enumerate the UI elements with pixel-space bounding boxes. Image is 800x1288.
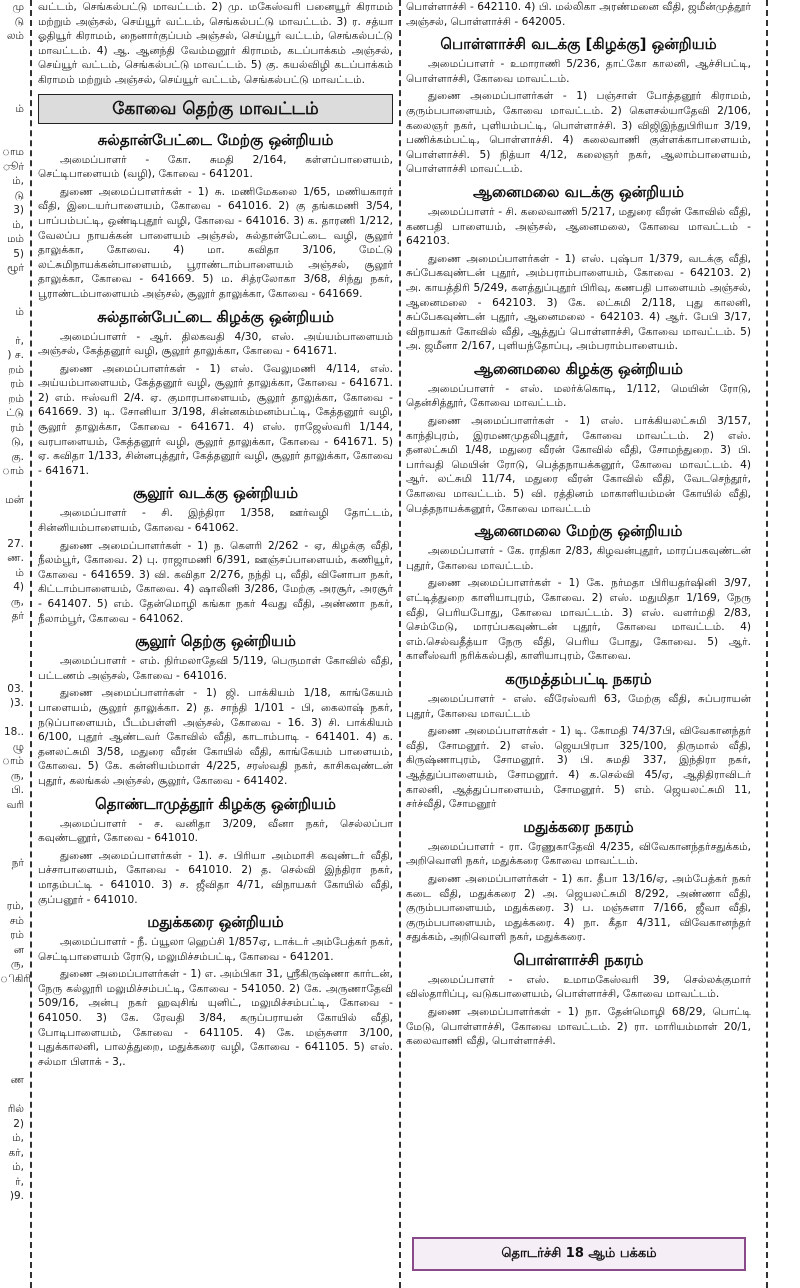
organizer-text: அமைப்பாளர் - கே. ராதிகா 2/83, கிழவன்புதூர், மாரப்பகவுண்டன் புதூர், கோவை மாவட்டம். — [406, 545, 751, 572]
section-anaimalai-west — [406, 521, 751, 664]
organizer-text: அமைப்பாளர் - எஸ். உமாமகேஸ்வரி 39, செல்லக்குமார் விஸ்தாரிப்பு, வடுகபாளையம், பொள்ளாச்சி, கோவை மாவட்டம். — [406, 973, 751, 1001]
section-anaimalai-north — [406, 182, 751, 354]
fragment-line: ம், — [12, 1132, 24, 1144]
fragment-line: ரு, — [10, 958, 24, 970]
fragment-line: றம் — [8, 392, 24, 405]
fragment-line: டு, — [11, 436, 24, 448]
organizer-text: அமைப்பாளர் - நீ. ப்யூலா ஹெப்சி 1/857ஏ, டாக்டர் அம்பேத்கர் நகர், செட்டிபாளையம் ரோடு, மலுமிச்சம்பட்டி, கோவை - 641201. — [38, 936, 393, 963]
district-heading: கோவை தெற்கு மாவட்டம் — [38, 94, 393, 124]
fragment-line: வரி — [6, 798, 24, 811]
section-title: கருமத்தம்பட்டி நகரம் — [505, 669, 652, 688]
deputies-text: துணை அமைப்பாளர்கள் - 1) ந. கௌரி 2/262 - ஏ, கிழக்கு வீதி, நீலம்பூர், கோவை. 2) பு. ராஜாமணி 6/391, ஊஞ்சப்பாளையம், கணியூர், கோவை - 641659. 3) வி. கவிதா 2/276, நந்தி பு, வீதி, வினோபா நகர், கிட்டாம்பாளையம், கோவை. 4) ஷாலினி 3/286, மேற்கு அரசூர், அரசூர் - 641407. 5) எம். தேன்மொழி கங்கா நகர் 4வது வீதி, அண்ணா நகர், நீலாம்பூர், கோவை - 641062. — [38, 539, 393, 625]
fragment-line — [0, 1001, 26, 1016]
column-divider-right — [766, 0, 768, 1288]
organizer-text: அமைப்பாளர் - உமாராணி 5/236, தாட்கோ காலனி, ஆச்சிபட்டி, பொள்ளாச்சி, கோவை மாவட்டம். — [406, 58, 751, 85]
column-divider-middle — [399, 0, 401, 1288]
fragment-line: ரம், — [6, 900, 24, 912]
deputies-text: துணை அமைப்பாளர்கள் - 1) பஞ்சாள் போத்தனூர் கிராமம், குரும்பபாளையம், கோவை மாவட்டம். 2) கௌசல்யாதேவி 2/106, கலைஞர் நகர், புளியம்பட்டி, பொள்ளாச்சி. 3) விஜிஇந்துபிரியா 3/19, பணிக்கம்பட்டி, பொள்ளாச்சி. 4) கலைவாணி குள்ளக்காபாளையம், பொள்ளாச்சி. 5) நித்யா 4/12, கலைஞர் நகர், ஆலாம்பாளையம், பொள்ளாச்சி மாவட்டம். — [406, 90, 751, 176]
section-title: மதுக்கரை நகரம் — [523, 817, 634, 836]
fragment-line: ரம் — [10, 421, 24, 434]
section-madukkarai-town — [406, 817, 751, 945]
column-one-intro: வட்டம், செங்கல்பட்டு மாவட்டம். 2) மு. மகேஸ்வரி பனையூர் கிராமம் மற்றும் அஞ்சல், செய்யூர் வட்டம், செங்கல்பட்டு மாவட்டம். 3) ர. சத்யா ஓதியூர் கிராமம், நைனார்குப்பம் அஞ்சல், செய்யூர் வட்டம், செங்கல்பட்டு மாவட்டம். 4) ஆ. ஆனந்தி வேம்மனூர் கிராமம், கடப்பாக்கம் அஞ்சல், செய்யூர் வட்டம், செங்கல்பட்டு மாவட்டம். 5) கு. கயல்விழி கடப்பாக்கம் கிராமம் மற்றும் அஞ்சல், செய்யூர் வட்டம், செங்கல்பட்டு மாவட்டம். — [38, 1, 393, 86]
organizer-text: அமைப்பாளர் - ரா. ரேணுகாதேவி 4/235, விவேகானந்தர்சதுக்கம், அறிவொளி நகர், மதுக்கரை கோவை மாவட்டம். — [406, 840, 751, 868]
fragment-line — [0, 885, 26, 900]
fragment-line: 03. — [7, 682, 24, 695]
fragment-line: 4) — [13, 581, 24, 593]
fragment-line: ம் — [15, 566, 24, 579]
fragment-line: மன் — [5, 494, 24, 506]
fragment-line: 18.. — [3, 726, 24, 738]
fragment-line — [0, 711, 26, 726]
fragment-line — [0, 870, 26, 885]
fragment-line: ம் — [15, 102, 24, 115]
fragment-line — [0, 638, 26, 653]
fragment-line: ாம — [2, 146, 24, 158]
organizer-text: அமைப்பாளர் - கோ. சுமதி 2/164, கள்ளப்பாளையம், செட்டிபாளையம் (வழி), கோவை - 641201. — [38, 153, 393, 181]
deputies-text: துணை அமைப்பாளர்கள் - 1) நா. தேன்மொழி 68/29, பொட்டி மேடு, பொள்ளாச்சி, கோவை மாவட்டம். 2) ரா. மாரியம்மாள் 20/1, கலைவாணி வீதி, பொள்ளாச்சி. — [406, 1006, 751, 1048]
fragment-line — [0, 1015, 26, 1030]
fragment-line: ர், — [15, 334, 24, 347]
deputies-text: துணை அமைப்பாளர்கள் - 1) கா. தீபா 13/16/ஏ, அம்பேத்கர் நகர் கடை வீதி, மதுக்கரை 2) அ. ஜெயலட்சுமி 8/292, அண்ணா வீதி, குரும்பபாளையம், மதுக்கரை. 3) ப. மஞ்சுளா 7/166, ஜீவா வீதி, குரும்பபாளையம், மதுக்கரை. 4) நா. கீதா 4/311, விவேகானந்தர் சதுக்கம், அறிவொளி நகர், மதுக்கரை. — [406, 872, 751, 944]
fragment-line: ண — [10, 1074, 24, 1086]
section-anaimalai-east — [406, 359, 751, 516]
column-two — [406, 0, 751, 1228]
fragment-line — [0, 827, 26, 842]
fragment-line — [0, 87, 26, 102]
fragment-line: மம் — [7, 233, 24, 245]
section-karumathampatti-town — [406, 669, 751, 812]
column-two-intro: பொள்ளாச்சி - 642110. 4) பி. மல்லிகா அரண்மனை வீதி, ஜமீன்முத்தூர் அஞ்சல், பொள்ளாச்சி - 642005. — [406, 1, 751, 28]
fragment-line: டு — [14, 189, 24, 202]
fragment-line: ர், — [15, 1175, 24, 1188]
section-title: சூலூர் தெற்கு ஒன்றியம் — [135, 632, 296, 651]
deputies-text: துணை அமைப்பாளர்கள் - 1) எஸ். புஷ்பா 1/379, வடக்கு வீதி, சுப்பேகவுண்டன் புதூர், அம்பராம்பாளையம், கோவை - 642103. 2) அ. காயத்திரி 5/249, களத்துப்புதூர் பிரிவு, கணபதி பாளையம் அஞ்சல், ஆனைமலை - 642103. 3) கே. லட்சுமி 2/118, புது காலனி, சுப்பேகவுண்டன் புதூர், ஆனைமலை - 642103. 4) ஆர். பேபி 3/17, விநாயகர் கோவில் வீதி, ஆத்துப் பொள்ளாச்சி, கோவை மாவட்டம். 5) அ. ஜமீனா 2/167, புளியந்தோப்பு, அம்பராம்பாளையம். — [406, 252, 751, 353]
fragment-line: ன — [13, 943, 24, 956]
organizer-text: அமைப்பாளர் - சி. கலைவாணி 5/217, மதுரை வீரன் கோவில் வீதி, கணபதி பாளையம், அஞ்சல், ஆனைமலை, கோவை மாவட்டம் - 642103. — [406, 205, 751, 248]
fragment-line — [0, 667, 26, 682]
section-title: பொள்ளாச்சி நகரம் — [513, 950, 644, 969]
section-title: பொள்ளாச்சி வடக்கு [கிழக்கு] ஒன்றியம் — [440, 35, 717, 54]
deputies-text: துணை அமைப்பாளர்கள் - 1) கே. நர்மதா பிரியதர்ஷினி 3/97, எட்டித்துறை காளியாபுரம், கோவை. 2) எஸ். மதுமிதா 1/169, நேரு வீதி, பெரியபோது, கோவை மாவட்டம். 3) எஸ். வளர்மதி 2/83, செம்மேடு, மாரப்பகவுண்டன் புதூர், கோவை மாவட்டம். 4) எம்.செல்வதீத்யா நேரு வீதி, பெரிய போது, கோவை. 5) ஆர். காளீஸ்வரி நரிக்கல்பதி, காளியாபுரம், கோவை. — [406, 577, 751, 663]
fragment-line: ம், — [12, 175, 24, 187]
section-sulthanpettai-east — [38, 307, 393, 479]
fragment-line: 3) — [13, 204, 24, 216]
fragment-line: ண. — [7, 552, 24, 564]
section-title: சூலூர் வடக்கு ஒன்றியம் — [132, 484, 299, 503]
deputies-text: துணை அமைப்பாளர்கள் - 1) சு. மணிமேகலை 1/65, மணியகாரர் வீதி, இடையர்பாளையம், கோவை - 641016. 2) கு தங்கமணி 3/54, பாப்பம்பட்டி, ஒண்டிபுதூர் வழி, கோவை - 641016. 3) க. தாரணி 1/212, வேலப்ப நாயக்கன் பாளையம் அஞ்சல், சுல்தான்பேட்டை வழி, சூலூர் தாலுக்கா, கோவை. 4) மா. கவிதா 3/106, மேட்டு லட்சுமிநாயக்கன்பாளையம், பூராண்டாம்பாளையம் அஞ்சல், சூலூர் தாலுக்கா, கோவை - 641669. 5) ம. சித்ரலோகா 3/68, சிந்து நகர், பூராண்டம்பாளையம் அஞ்சல், சூலூர் தாலுக்கா, கோவை - 641669. — [38, 185, 393, 300]
fragment-line: ாம் — [2, 755, 24, 767]
section-title: ஆனைமலை மேற்கு ஒன்றியம் — [474, 522, 683, 541]
fragment-line: பி. — [11, 784, 24, 796]
fragment-line: 5) — [13, 247, 24, 260]
section-pollachi-north-east — [406, 34, 751, 177]
section-sulthanpettai-west — [38, 130, 393, 302]
fragment-line: ழு — [12, 740, 24, 753]
organizer-text: அமைப்பாளர் - ஆர். திலகவதி 4/30, எஸ். அய்யம்பாளையம் அஞ்சல், கேத்தனூர் வழி, சூலூர் தாலுக்கா, கோவை - 641671. — [38, 330, 393, 358]
fragment-line — [0, 653, 26, 668]
column-one — [38, 0, 393, 1288]
fragment-line: சம் — [9, 914, 24, 927]
section-title: ஆனைமலை வடக்கு ஒன்றியம் — [473, 182, 684, 201]
fragment-line: ாம் — [2, 465, 24, 477]
fragment-line — [0, 58, 26, 73]
fragment-line: )3. — [9, 697, 24, 709]
fragment-line — [0, 131, 26, 146]
column-divider-left — [30, 0, 32, 1288]
section-sulur-south — [38, 631, 393, 788]
fragment-line — [0, 841, 26, 856]
fragment-line: ழூர் — [7, 262, 24, 274]
organizer-text: அமைப்பாளர் - எம். நிர்மலாதேவி 5/119, பெருமாள் கோவில் வீதி, பட்டணம் அஞ்சல், கோவை - 641016. — [38, 655, 393, 682]
deputies-text: துணை அமைப்பாளர்கள் - 1) டி. கோமதி 74/37பி, விவேகானந்தர் வீதி, சோமனூர். 2) எஸ். ஜெயபிரபா 325/100, திருமால் வீதி, கிருஷ்ணாபுரம், சோமனூர். 3) பி. சுமதி 337, இந்திரா நகர், ஆத்துப்பாளையம், சோமனூர். 4) க.செல்வி 45/ஏ, ஆதிதிராவிடர் காலனி, ஆத்துப்பாளையம், சோமனூர். 5) எம். ஜெயலட்சுமி 11, சர்ச்வீதி, சோமனூர் — [406, 725, 751, 811]
fragment-line: நர் — [11, 856, 24, 869]
section-title: மதுக்கரை ஒன்றியம் — [147, 913, 284, 932]
fragment-line: ரில் — [7, 1103, 24, 1115]
fragment-line: 2) — [13, 1117, 24, 1130]
fragment-line — [0, 44, 26, 59]
fragment-line — [0, 116, 26, 131]
section-sulur-north — [38, 483, 393, 626]
fragment-line — [0, 1030, 26, 1045]
fragment-line — [0, 479, 26, 494]
continued-on-page-box: தொடர்ச்சி 18 ஆம் பக்கம் — [412, 1237, 746, 1271]
fragment-line: ரு, — [10, 769, 24, 782]
fragment-line: ) ச. — [7, 349, 24, 361]
section-title: சுல்தான்பேட்டை மேற்கு ஒன்றியம் — [97, 130, 334, 149]
fragment-line — [0, 508, 26, 523]
organizer-text: அமைப்பாளர் - எஸ். மலர்க்கொடி, 1/112, மெயின் ரோடு, தென்சித்தூர், கோவை மாவட்டம். — [406, 382, 751, 410]
section-title: ஆனைமலை கிழக்கு ஒன்றியம் — [473, 359, 684, 378]
fragment-line: டு — [14, 15, 24, 28]
fragment-line — [0, 812, 26, 827]
fragment-line — [0, 624, 26, 639]
deputies-text: துணை அமைப்பாளர்கள் - 1) எ. அம்பிகா 31, ஸ்ரீகிருஷ்ணா கார்டன், நேரு கல்லூரி மலுமிச்சம்பட்டி, கோவை - 541050. 2) கே. அருணாதேவி 509/16, அன்பு நகர் ஹவுசிங் யுனிட், மலுமிச்சம்பட்டி, கோவை - 641050. 3) கே. ரேவதி 3/84, கருப்பராயன் கோயில் வீதி, போடிபாளையம், கோவை - 641105. 4) கே. மஞ்சுளா 3/100, புதுக்காலனி, பாலத்துறை, மதுக்கரை வழி, கோவை - 641105. 5) எஸ். சல்மா பிளாக் - 3,. — [38, 968, 393, 1068]
fragment-line: மு — [12, 1, 24, 13]
fragment-line: ிகிரி — [0, 972, 31, 985]
organizer-text: அமைப்பாளர் - சி. இந்திரா 1/358, ஊர்வழி தோட்டம், சின்னியம்பாளையம், கோவை - 641062. — [38, 507, 393, 535]
fragment-line — [0, 276, 26, 291]
deputies-text: துணை அமைப்பாளர்கள் - 1) எஸ். வேலுமணி 4/114, எஸ். அய்யம்பாளையம், கேத்தனூர் வழி, சூலூர் தாலுக்கா, கோவை - 641671. 2) எம். ஈஸ்வரி 2/4. ஏ. குமாரபாளையம், சூலூர் தாலுக்கா, கோவை - 641669. 3) டி. சோனியா 3/198, சின்னகம்மனம்பட்டி, கேத்தனூர் வழி, சூலூர் தாலுக்கா, கோவை - 641671. 4) எஸ். ராஜேஸ்வரி 1/144, வரபாளையம், கேத்தனூர் வழி, சூலூர் தாலுக்கா, கோவை - 641671. 5) ஏ. கவிதா 1/133, சின்னபுத்தூர், கேத்தனூர் வழி, சூலூர் தாலுக்கா, கோவை - 641671. — [38, 362, 393, 477]
fragment-line — [0, 522, 26, 537]
deputies-text: துணை அமைப்பாளர்கள் - 1). ச. பிரியா அம்மாசி கவுண்டர் வீதி, பச்சாபாளையம், கோவை - 641010. 2) த. செல்வி இந்திரா நகர், மாதம்பட்டி - 641010. 3) ச. ஜீவிதா 4/71, விநாயகர் கோயில் வீதி, குப்பனூர் - 641010. — [38, 849, 393, 906]
fragment-line — [0, 73, 26, 88]
fragment-line — [0, 319, 26, 334]
fragment-line: கு. — [11, 450, 24, 463]
deputies-text: துணை அமைப்பாளர்கள் - 1) எஸ். பாக்கியலட்சுமி 3/157, காந்திபுரம், இரமணமுதலிபுதூர், கோவை மாவட்டம். 2) எஸ். தனலட்சுமி 1/48, மதுரை வீரன் கோவில் வீதி, சோமந்துறை. 3) பி. பார்வதி மெயின் ரோடு, பெத்தநாயக்கனூர், கோவை மாவட்டம். 4) ஆர். லட்சுமி 11/74, மதுரை வீரன் கோவில் வீதி, வேடசெந்தூர், கோவை மாவட்டம். 5) வி. ரத்தினம் மாகாளியம்மன் கோயில் வீதி, பெத்தநாயக்கனூர், கோவை மாவட்டம் — [406, 415, 751, 515]
section-pollachi-town — [406, 950, 751, 1049]
organizer-text: அமைப்பாளர் - ச. வனிதா 3/209, வீனா நகர், செல்லப்பா கவுண்டனூர், கோவை - 641010. — [38, 817, 393, 845]
section-thondamuthur-east — [38, 794, 393, 908]
fragment-line: கர், — [8, 1146, 24, 1159]
fragment-line: லம் — [6, 30, 24, 42]
section-title: சுல்தான்பேட்டை கிழக்கு ஒன்றியம் — [97, 307, 334, 326]
fragment-line: ரம் — [10, 929, 24, 941]
deputies-text: துணை அமைப்பாளர்கள் - 1) ஜி. பாக்கியம் 1/18, காங்கேயம் பாளையம், சூலூர் தாலுக்கா. 2) த. சாந்தி 1/101 - பி, கைலாஷ் நகர், நடுப்பாளையம், பீடம்பள்ளி அஞ்சல், கோவை - 16. 3) சி. பாக்கியம் 6/100, புதூர் ஆண்டவர் கோவில் வீதி, காடாம்பாடி - 641401. 4) க. தனலட்சுமி 3/58, மதுரை வீரன் கோயில் வீதி, காங்கேயம் பாளையம், கோவை. 5) கே. கன்னியம்மாள் 4/225, சரஸ்வதி நகர், காசிகவுண்டன் புதூர், கலங்கல் அஞ்சல், சூலூர், கோவை - 641402. — [38, 687, 393, 787]
fragment-line — [0, 1044, 26, 1059]
fragment-line: )9. — [9, 1190, 24, 1202]
organizer-text: அமைப்பாளர் - எஸ். வீரேஸ்வரி 63, மேற்கு வீதி, சுப்பராயன் புதூர், கோவை மாவட்டம் — [406, 692, 751, 720]
section-title: தொண்டாமுத்தூர் கிழக்கு ஒன்றியம் — [95, 794, 336, 813]
fragment-line — [0, 986, 26, 1001]
section-madukkarai-union — [38, 912, 393, 1069]
fragment-line: றம் — [8, 363, 24, 376]
fragment-line: ட்டு — [6, 407, 24, 419]
fragment-line: ரம் — [10, 378, 24, 390]
fragment-line: ூர் — [2, 160, 24, 173]
fragment-line — [0, 1088, 26, 1103]
previous-column-fragment — [0, 0, 31, 1288]
fragment-line: ம் — [15, 305, 24, 318]
fragment-line: ரு, — [10, 595, 24, 608]
fragment-line: தர் — [11, 610, 24, 622]
fragment-line: ம், — [12, 1161, 24, 1173]
fragment-line: 27. — [7, 537, 24, 550]
fragment-line — [0, 1059, 26, 1074]
fragment-line — [0, 290, 26, 305]
fragment-line: ம், — [12, 218, 24, 231]
